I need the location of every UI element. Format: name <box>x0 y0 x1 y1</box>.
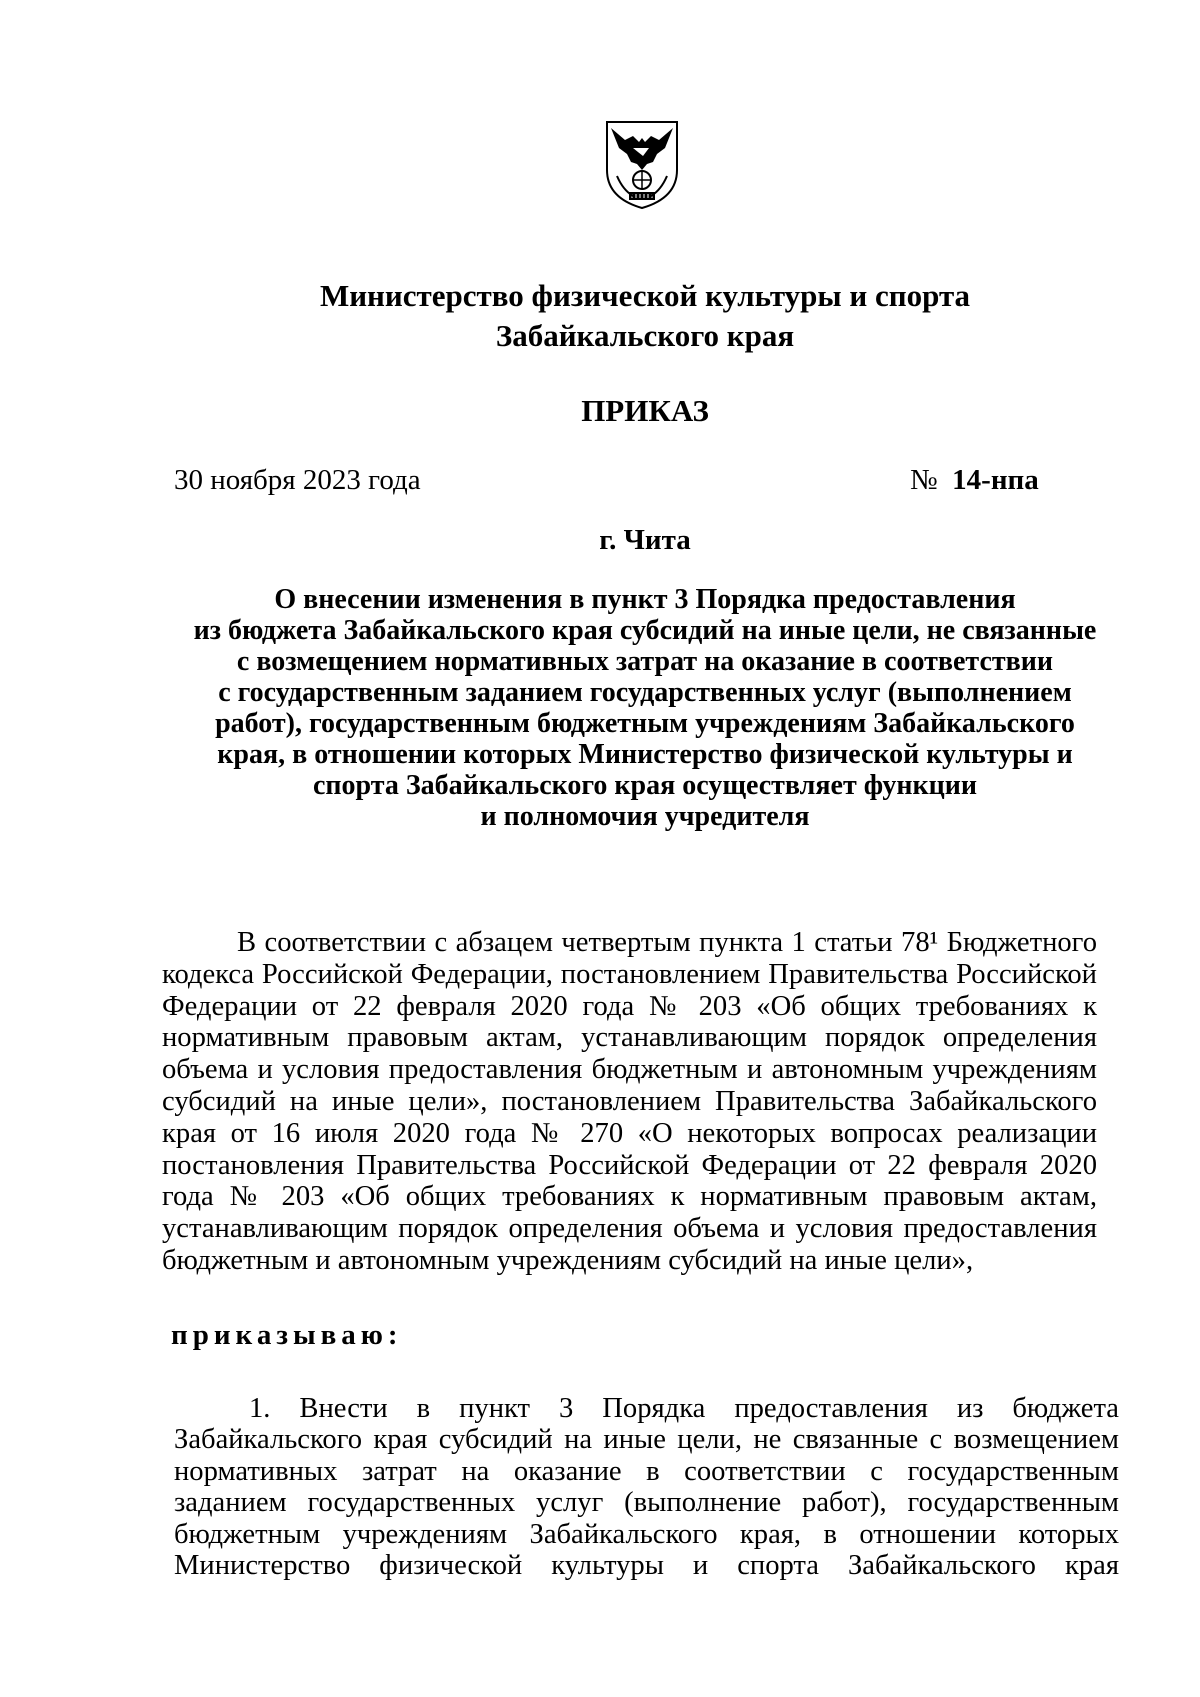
title-line: из бюджета Забайкальского края субсидий на иные цели, не связанные <box>193 615 1097 646</box>
title-line: с возмещением нормативных затрат на оказание в соответствии <box>236 646 1054 677</box>
item-line: 1. Внести в пункт 3 Порядка предоставления из бюджета <box>249 1393 1119 1424</box>
preamble-line: кодекса Российской Федерации, постановлением Правительства Российской <box>162 958 1097 990</box>
preamble-line: объема и условия предоставления бюджетным и автономным учреждениям <box>162 1054 1097 1086</box>
document-number <box>910 460 1039 500</box>
coat-of-arms-emblem <box>603 118 681 210</box>
ministry-name <box>0 276 1200 356</box>
order-verb: приказываю: <box>171 1319 403 1351</box>
preamble-line: субсидий на иные цели», постановлением Правительства Забайкальского <box>162 1085 1097 1117</box>
preamble-line: устанавливающим порядок определения объема и условия предоставления <box>162 1213 1097 1245</box>
item-line: Министерство физической культуры и спорта Забайкальского края <box>174 1550 1119 1582</box>
title-line: спорта Забайкальского края осуществляет функции <box>312 770 978 801</box>
zabaikalsky-coat-of-arms-icon <box>603 118 681 210</box>
preamble-paragraph <box>162 927 1097 1277</box>
document-date: 30 ноября 2023 года <box>174 464 421 496</box>
document-title <box>165 584 1125 832</box>
item-line: бюджетным учреждениям Забайкальского края, в отношении которых <box>174 1518 1119 1550</box>
preamble-line: года № 203 «Об общих требованиях к нормативным правовым актам, <box>162 1181 1097 1213</box>
title-line: О внесении изменения в пункт 3 Порядка предоставления <box>274 584 1016 615</box>
preamble-line: Федерации от 22 февраля 2020 года № 203 «Об общих требованиях к <box>162 990 1097 1022</box>
item-line: заданием государственных услуг (выполнение работ), государственным <box>174 1487 1119 1519</box>
item-line: нормативных затрат на оказание в соответствии с государственным <box>174 1455 1119 1487</box>
preamble-line: В соответствии с абзацем четвертым пункта 1 статьи 78¹ Бюджетного <box>237 927 1097 958</box>
title-line: работ), государственным бюджетным учреждениям Забайкальского <box>215 708 1075 739</box>
preamble-line: края от 16 июля 2020 года № 270 «О некоторых вопросах реализации <box>162 1117 1097 1149</box>
number-sign: № <box>910 464 938 496</box>
preamble-line: постановления Правительства Российской Федерации от 22 февраля 2020 <box>162 1149 1097 1181</box>
number-value: 14-нпа <box>952 464 1039 496</box>
ministry-name-line-1: Министерство физической культуры и спорта <box>319 278 971 313</box>
preamble-line: нормативным правовым актам, устанавливающим порядок определения <box>162 1022 1097 1054</box>
ministry-name-line-2: Забайкальского края <box>495 318 795 353</box>
document-type: ПРИКАЗ <box>581 393 709 428</box>
preamble-line: бюджетным и автономным учреждениям субсидий на иные цели», <box>162 1244 974 1276</box>
item-line: Забайкальского края субсидий на иные цели, не связанные с возмещением <box>174 1424 1119 1456</box>
order-item-1 <box>174 1393 1119 1581</box>
title-line: края, в отношении которых Министерство физической культуры и <box>217 739 1073 770</box>
document-city: г. Чита <box>599 524 691 556</box>
title-line: с государственным заданием государственных услуг (выполнением <box>218 677 1072 708</box>
title-line: и полномочия учредителя <box>480 801 810 832</box>
